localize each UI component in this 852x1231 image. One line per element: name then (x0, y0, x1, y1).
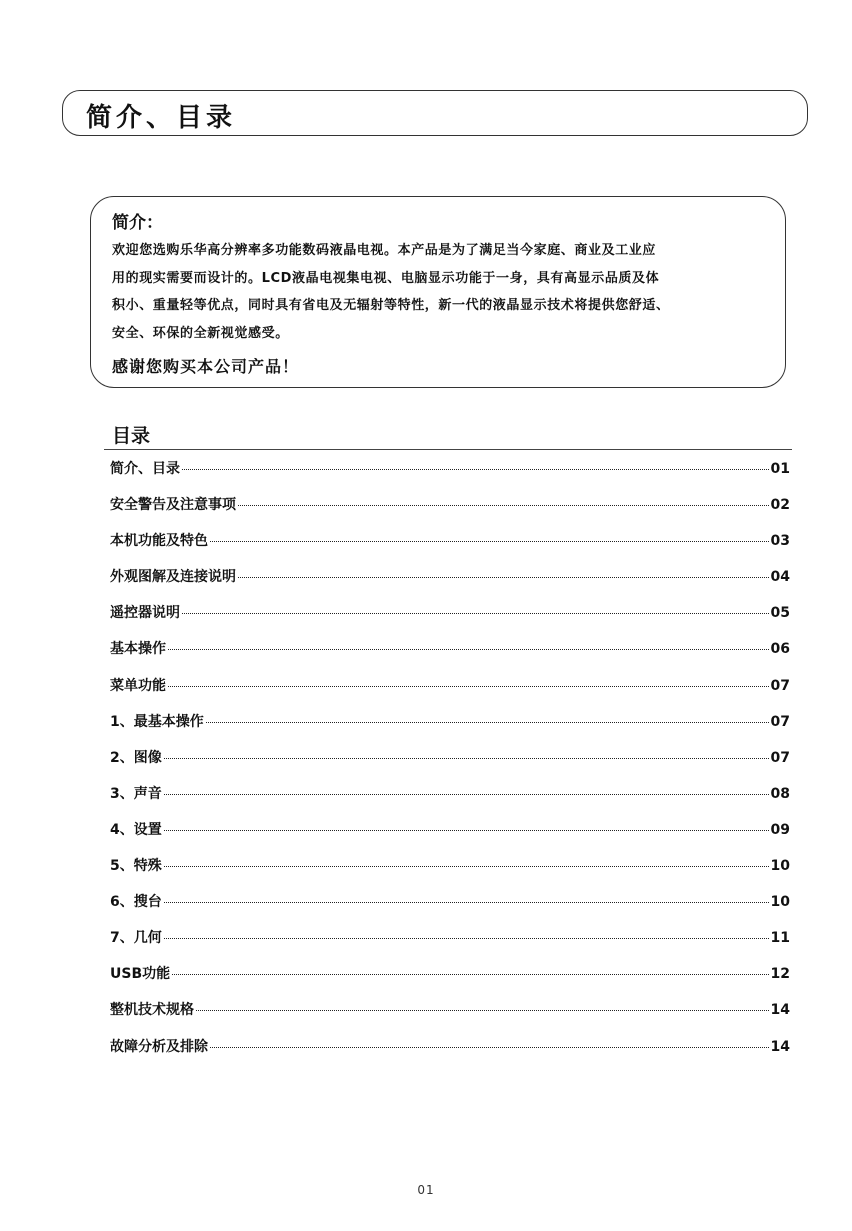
toc-entry-label: 菜单功能 (110, 677, 166, 694)
toc-entry-label: USB功能 (110, 966, 171, 983)
toc-entry[interactable] (110, 927, 790, 963)
toc-entry-page: 07 (770, 749, 790, 766)
toc-entry[interactable] (110, 963, 790, 999)
toc-entry[interactable] (110, 783, 790, 819)
toc-leader-dots (164, 794, 769, 795)
toc-entry[interactable] (110, 999, 790, 1035)
toc-entry-label: 1、最基本操作 (110, 713, 204, 730)
toc-leader-dots (172, 974, 768, 975)
toc-leader-dots (164, 866, 769, 867)
toc-entry[interactable] (110, 855, 790, 891)
toc-entry-page: 07 (770, 677, 790, 694)
toc-entry-label: 本机功能及特色 (110, 533, 208, 550)
toc-entry[interactable] (110, 711, 790, 747)
toc-entry-page: 06 (770, 641, 790, 658)
page-number: 01 (417, 1183, 435, 1197)
toc-leader-dots (206, 722, 769, 723)
table-of-contents (110, 458, 790, 1072)
toc-entry-page: 01 (770, 461, 790, 477)
toc-entry-label: 3、声音 (110, 785, 162, 802)
toc-entry[interactable] (110, 458, 790, 494)
intro-line: 安全、环保的全新视觉感受。 (112, 325, 289, 341)
toc-entry-label: 6、搜台 (110, 894, 162, 911)
toc-leader-dots (238, 577, 769, 578)
toc-entry-page: 11 (770, 930, 790, 947)
toc-title: 目录 (112, 425, 151, 447)
toc-entry-label: 故障分析及排除 (110, 1038, 208, 1055)
toc-entry-page: 07 (770, 713, 790, 730)
toc-entry-page: 10 (770, 894, 790, 911)
toc-entry-page: 03 (770, 533, 790, 550)
toc-entry[interactable] (110, 494, 790, 530)
toc-entry[interactable] (110, 819, 790, 855)
intro-heading: 简介： (112, 213, 163, 233)
toc-entry-label: 整机技术规格 (110, 1002, 194, 1019)
toc-leader-dots (164, 758, 769, 759)
toc-entry-label: 2、图像 (110, 749, 162, 766)
toc-leader-dots (168, 649, 769, 650)
toc-entry-label: 7、几何 (110, 930, 162, 947)
toc-entry-label: 5、特殊 (110, 858, 162, 875)
toc-entry[interactable] (110, 747, 790, 783)
toc-entry-label: 遥控器说明 (110, 605, 180, 622)
toc-leader-dots (210, 1047, 769, 1048)
intro-paragraph (112, 237, 780, 347)
toc-entry[interactable] (110, 566, 790, 602)
page-title: 简介、目录 (86, 103, 237, 133)
toc-entry[interactable] (110, 602, 790, 638)
toc-entry-page: 05 (770, 605, 790, 622)
toc-leader-dots (238, 505, 769, 506)
toc-leader-dots (164, 902, 769, 903)
toc-leader-dots (164, 830, 769, 831)
intro-line: 欢迎您选购乐华高分辨率多功能数码液晶电视。本产品是为了满足当今家庭、商业及工业应 (112, 243, 657, 258)
toc-entry-label: 基本操作 (110, 641, 166, 658)
toc-entry[interactable] (110, 530, 790, 566)
toc-leader-dots (164, 938, 769, 939)
toc-leader-dots (210, 541, 769, 542)
toc-leader-dots (182, 613, 769, 614)
toc-leader-dots (196, 1010, 769, 1011)
toc-entry-page: 02 (770, 497, 790, 514)
toc-entry[interactable] (110, 1036, 790, 1072)
toc-entry-label: 4、设置 (110, 821, 162, 838)
intro-thanks: 感谢您购买本公司产品！ (112, 357, 300, 376)
toc-divider (104, 449, 792, 450)
toc-entry-page: 04 (770, 569, 790, 586)
toc-entry[interactable] (110, 891, 790, 927)
toc-entry-page: 14 (770, 1002, 790, 1019)
toc-entry-label: 外观图解及连接说明 (110, 569, 236, 586)
toc-entry[interactable] (110, 675, 790, 711)
toc-entry-page: 08 (770, 785, 790, 802)
toc-leader-dots (168, 686, 769, 687)
toc-entry-page: 10 (770, 858, 790, 875)
intro-line: 积小、重量轻等优点，同时具有省电及无辐射等特性，新一代的液晶显示技术将提供您舒适、 (112, 298, 670, 313)
toc-entry-page: 12 (770, 966, 790, 983)
toc-entry-page: 09 (770, 821, 790, 838)
toc-entry-label: 安全警告及注意事项 (110, 497, 236, 514)
toc-entry-label: 简介、目录 (110, 461, 180, 477)
toc-entry-page: 14 (770, 1038, 790, 1055)
intro-line: 用的现实需要而设计的。LCD液晶电视集电视、电脑显示功能于一身，具有高显示品质及体 (112, 270, 660, 286)
toc-entry[interactable] (110, 638, 790, 674)
toc-leader-dots (182, 469, 769, 470)
